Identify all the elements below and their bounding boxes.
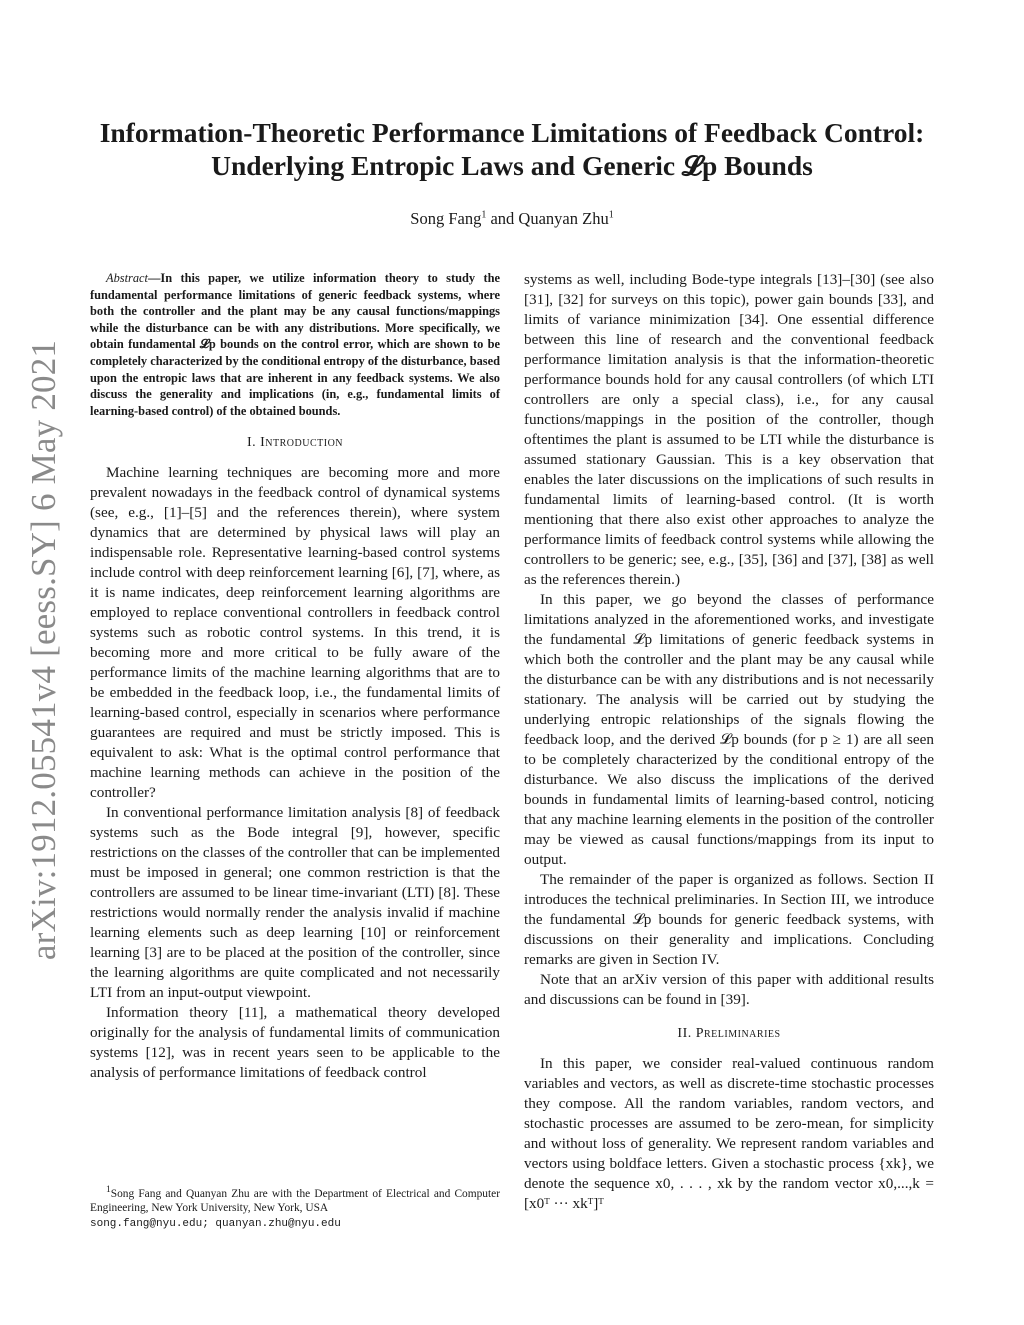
abstract bbox=[90, 270, 500, 419]
arxiv-sidebar bbox=[0, 0, 80, 1325]
arxiv-id-stamp: arXiv:1912.05541v4 [eess.SY] 6 May 2021 bbox=[24, 339, 63, 961]
author-2: Quanyan Zhu bbox=[518, 209, 609, 228]
right-paragraph-4: Note that an arXiv version of this paper with additional results and discussions can be found in [39]. bbox=[524, 971, 934, 1008]
author-line bbox=[80, 209, 944, 229]
author-1: Song Fang bbox=[410, 209, 482, 228]
author-2-affil: 1 bbox=[608, 209, 614, 221]
footnote-text: Song Fang and Quanyan Zhu are with the Department of Electrical and Computer Engineering, New York University, New York, USA bbox=[90, 1187, 500, 1215]
title-line-1: Information-Theoretic Performance Limitations of Feedback Control: bbox=[99, 117, 925, 148]
right-paragraph-3: The remainder of the paper is organized as follows. Section II introduces the technical preliminaries. In Section III, we introduce the fundamental 𝓛p bounds for generic feedback systems, with discussions on their generality and implications. Concluding remarks are given in Section IV. bbox=[524, 871, 934, 968]
intro-paragraph-3: Information theory [11], a mathematical theory developed originally for the analysis of fundamental limits of communication systems [12], was in recent years seen to be applicable to the analysis of performance limitations of feedback control bbox=[90, 1004, 500, 1082]
prelim-paragraph-1: In this paper, we consider real-valued continuous random variables and vectors, as well as discrete-time stochastic processes they compose. All the random variables, random vectors, and stochastic processes are assumed to be zero-mean, for simplicity and without loss of generality. We represent random variables and vectors using boldface letters. Given a stochastic process {xk}, we denote the sequence x0, . . . , xk by the random vector x0,...,k = [x0ᵀ ··· xkᵀ]ᵀ bbox=[524, 1055, 934, 1212]
paper-title bbox=[80, 116, 944, 182]
abstract-label: Abstract bbox=[106, 271, 148, 285]
author-and: and bbox=[486, 209, 519, 228]
left-column bbox=[90, 270, 500, 1083]
intro-paragraph-2: In conventional performance limitation analysis [8] of feedback systems such as the Bode integral [9], however, specific restrictions on the classes of the controller that can be implemented must be imposed in general; one common restriction is that the controllers are assumed to be linear time-invariant (LTI) [8]. These restrictions would normally render the analysis invalid if machine learning elements such as deep learning [10] or reinforcement learning [3] are to be placed at the position of the controller, since the learning algorithms are quite complicated and not necessarily LTI from an input-output viewpoint. bbox=[90, 804, 500, 1002]
title-line-2: Underlying Entropic Laws and Generic 𝓛p Bounds bbox=[211, 150, 813, 181]
footnote-emails: song.fang@nyu.edu; quanyan.zhu@nyu.edu bbox=[90, 1217, 341, 1230]
section-heading-introduction: I. Introduction bbox=[246, 435, 344, 451]
abstract-text: In this paper, we utilize information theory to study the fundamental performance limitations of generic feedback systems, where both the controller and the plant may be any causal functions/mappings while the disturbance can be with any distributions. More specifically, we obtain fundamental 𝓛p bounds on the control error, which are shown to be completely characterized by the conditional entropy of the disturbance, based upon the entropic laws that are inherent in any feedback systems. We also discuss the generality and implications (in, e.g., fundamental limits of learning-based control) of the obtained bounds. bbox=[90, 271, 501, 418]
right-paragraph-1: systems as well, including Bode-type integrals [13]–[30] (see also [31], [32] for surveys on this topic), power gain bounds [33], and limits of variance minimization [34]. One essential difference between this line of research and the conventional feedback performance limitation analysis is that the information-theoretic performance bounds hold for any causal controllers (of which LTI controllers are only a special class), i.e., for any causal functions/mappings in the position of the controller, though oftentimes the plant is assumed to be LTI while the disturbance is assumed stationary Gaussian. This is a key observation that enables the later discussions on the implications of such results in fundamental limits of learning-based control. (It is worth mentioning that there also exist other approaches to analyze the performance limits of feedback control systems while allowing the controllers to be generic; see, e.g., [35], [36] and [37], [38] as well as the references therein.) bbox=[524, 271, 934, 588]
intro-paragraph-1: Machine learning techniques are becoming more and more prevalent nowadays in the feedback control of dynamical systems (see, e.g., [1]–[5] and the references therein), where system dynamics that are determined by physical laws will play an indispensable role. Representative learning-based control systems include control with deep reinforcement learning [6], [7], where, as it is name indicates, deep reinforcement learning algorithms are employed to replace conventional controllers in feedback control systems such as robotic control systems. In this trend, it is becoming more and more critical to be fully aware of the performance limits of the machine learning algorithms that are to be embedded in the feedback loop, i.e., the fundamental limits of learning-based control, especially in scenarios where performance guarantees are required and must be strictly imposed. This is equivalent to ask: What is the optimal control performance that machine learning methods can achieve in the position of the controller? bbox=[90, 464, 500, 802]
affiliation-footnote bbox=[90, 1183, 500, 1231]
author-1-affil: 1 bbox=[481, 209, 487, 221]
section-heading-preliminaries: II. Preliminaries bbox=[677, 1026, 781, 1041]
footnote-mark: 1 bbox=[106, 1185, 111, 1195]
right-column bbox=[524, 270, 934, 1214]
footnote-text-block bbox=[90, 1183, 500, 1231]
abstract-dash: — bbox=[148, 271, 161, 285]
right-paragraph-2: In this paper, we go beyond the classes of performance limitations analyzed in the aforementioned works, and investigate the fundamental 𝓛p limitations of generic feedback systems in which both the controller and the plant may be any causal while the disturbance can be with any distributions and is not necessarily stationary. The analysis will be carried out by studying the underlying entropic relationships of the signals flowing the feedback loop, and the derived 𝓛p bounds (for p ≥ 1) are all seen to be completely characterized by the conditional entropy of the disturbance. We also discuss the implications of the derived bounds in fundamental limits of learning-based control, noticing that any machine learning elements in the position of the controller may be viewed as causal functions/mappings from its input to output. bbox=[524, 591, 934, 868]
